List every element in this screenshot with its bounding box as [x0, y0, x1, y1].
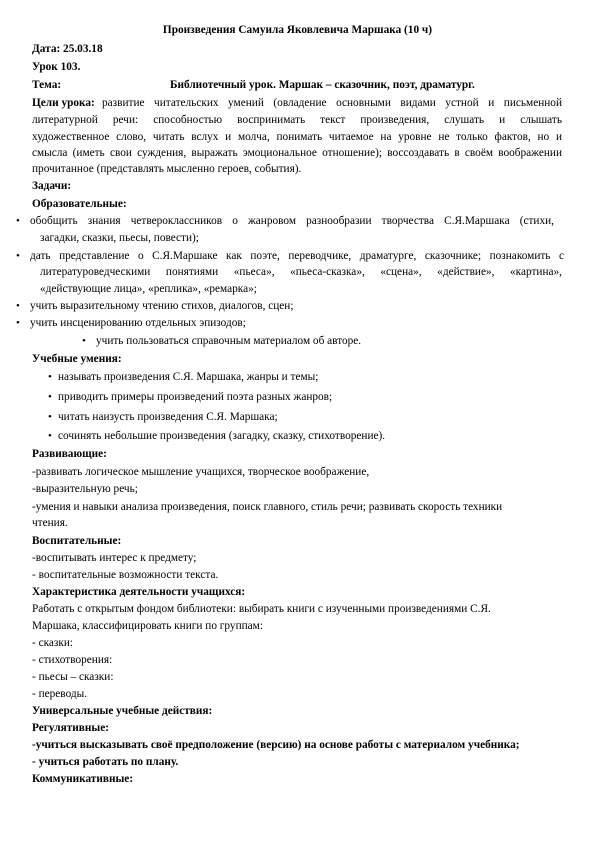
regulatory-heading: Регулятивные:	[32, 722, 109, 734]
regulatory-line: - учиться работать по плану.	[32, 756, 179, 768]
upbringing-line: - воспитательные возможности текста.	[32, 569, 219, 581]
activity-line: - стихотворения:	[32, 654, 113, 666]
list-item: • учить инсценированию отдельных эпизодов;	[30, 316, 246, 331]
document-title: Произведения Самуила Яковлевича Маршака (10 ч)	[162, 24, 433, 36]
goals-line: развитие читательских умений (овладение основными видами устной и письменной	[102, 97, 562, 109]
list-item: • учить пользоваться справочным материалом об авторе.	[96, 334, 361, 349]
goals-line: литературной речи: способностью воспринимать текст произведения, слушать и слышать	[32, 114, 562, 126]
goals-line: прочитанное (представлять мысленно героев, события).	[32, 163, 302, 175]
activity-line: Работать с открытым фондом библиотеки: выбирать книги с изученными произведениями С.Я.	[32, 603, 491, 615]
skills-item: • приводить примеры произведений поэта разных жанров;	[58, 390, 332, 405]
upbringing-heading: Воспитательные:	[32, 535, 122, 547]
list-item-continuation: «действующие лица», «реплика», «ремарка»;	[40, 283, 257, 295]
activity-line: - пьесы – сказки:	[32, 671, 114, 683]
educational-heading: Образовательные:	[32, 198, 127, 210]
tasks-heading: Задачи:	[32, 180, 72, 192]
list-item: • учить выразительному чтению стихов, диалогов, сцен;	[30, 299, 294, 314]
developmental-heading: Развивающие:	[32, 448, 107, 460]
goals-line: смысла (иметь свои суждения, выражать эмоциональное отношение); воссоздавать в своём воображении	[32, 147, 562, 159]
goals-line: художественное слово, читать вслух и молча, понимать читаемое на уровне не только фактов, но и	[32, 131, 562, 143]
communicative-heading: Коммуникативные:	[32, 773, 134, 785]
developmental-line: -развивать логическое мышление учащихся, творческое воображение,	[32, 466, 370, 478]
uud-heading: Универсальные учебные действия:	[32, 705, 213, 717]
upbringing-line: -воспитывать интерес к предмету;	[32, 552, 197, 564]
list-item: • дать представление о С.Я.Маршаке как поэте, переводчике, драматурге, сказочнике; познакомить с	[30, 249, 564, 264]
skills-item: • читать наизусть произведения С.Я. Маршака;	[58, 410, 278, 425]
skills-item: • называть произведения С.Я. Маршака, жанры и темы;	[58, 370, 318, 385]
list-item-continuation: загадки, сказки, пьесы, повести);	[40, 232, 199, 244]
lesson-number: Урок 103.	[32, 61, 81, 73]
goals-label: Цели урока:	[32, 97, 95, 109]
regulatory-line: -учиться высказывать своё предположение (версию) на основе работы с материалом учебника;	[32, 739, 520, 751]
activity-line: - сказки:	[32, 637, 74, 649]
list-item-continuation: литературоведческими понятиями «пьеса», «пьеса-сказка», «сцена», «действие», «картина»,	[40, 266, 562, 278]
topic-text: Библиотечный урок. Маршак – сказочник, поэт, драматург.	[170, 79, 475, 91]
topic-label: Тема:	[32, 79, 62, 91]
developmental-line: чтения.	[32, 517, 68, 529]
lesson-date: Дата: 25.03.18	[32, 43, 103, 55]
developmental-line: -умения и навыки анализа произведения, поиск главного, стиль речи; развивать скорость техники	[32, 501, 503, 513]
activity-line: - переводы.	[32, 688, 88, 700]
list-item: • обобщить знания четвероклассников о жанровом разнообразии творчества С.Я.Маршака (стихи,	[30, 214, 554, 229]
skills-item: • сочинять небольшие произведения (загадку, сказку, стихотворение).	[58, 429, 385, 444]
developmental-line: -выразительную речь;	[32, 483, 138, 495]
skills-heading: Учебные умения:	[32, 353, 122, 365]
activity-line: Маршака, классифицировать книги по группам:	[32, 620, 263, 632]
activity-heading: Характеристика деятельности учащихся:	[32, 586, 246, 598]
